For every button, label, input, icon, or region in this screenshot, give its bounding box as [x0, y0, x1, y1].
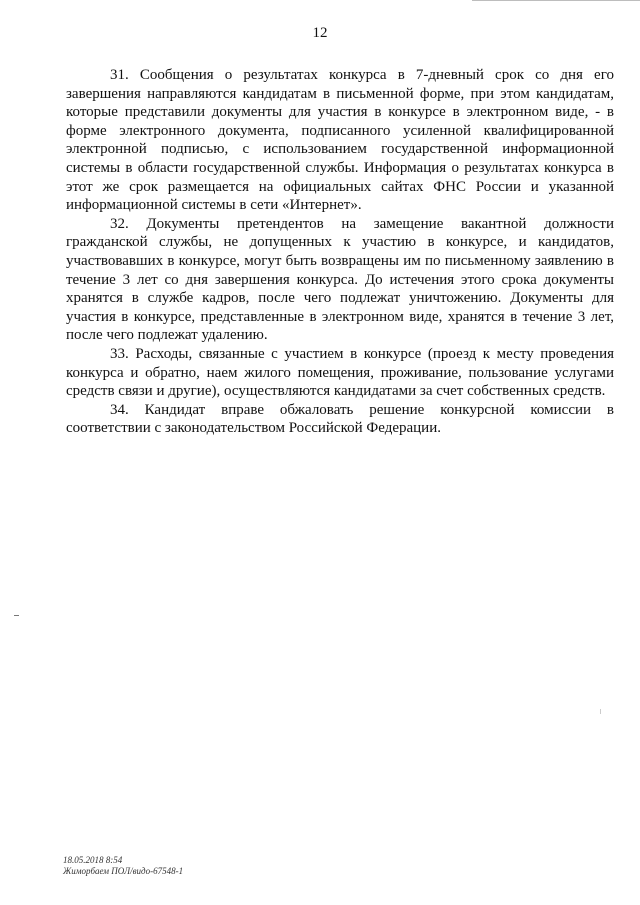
paragraph-34: 34. Кандидат вправе обжаловать решение конкурсной комиссии в соответствии с законодательством Российской Федерации. [66, 401, 614, 437]
scan-artifact [14, 615, 19, 616]
scan-artifact [600, 709, 601, 714]
footer-timestamp: 18.05.2018 8:54 [63, 855, 123, 865]
paragraph-32: 32. Документы претендентов на замещение вакантной должности гражданской службы, не допущенных к участию в конкурсе, и кандидатов, участвовавших в конкурсе, могут быть возвращены им по письменному заявлению в течение 3 лет со дня завершения конкурса. До истечения этого срока документы хранятся в службе кадров, после чего подлежат уничтожению. Документы для участия в конкурсе, представленные в электронном виде, хранятся в течение 3 лет, после чего подлежат удалению. [66, 215, 614, 344]
paragraph-31: 31. Сообщения о результатах конкурса в 7-дневный срок со дня его завершения направляются кандидатам в письменной форме, при этом кандидатам, которые представили документы для участия в конкурсе в электронном виде, - в форме электронного документа, подписанного усиленной квалифицированной электронной подписью, с использованием государственной информационной системы в области государственной службы. Информация о результатах конкурса в этот же срок размещается на официальных сайтах ФНС России и указанной информационной системы в сети «Интернет». [66, 67, 614, 214]
paragraph-33: 33. Расходы, связанные с участием в конкурсе (проезд к месту проведения конкурса и обратно, наем жилого помещения, проживание, пользование услугами средств связи и другие), осуществляются кандидатами за счет собственных средств. [66, 345, 614, 400]
page-number: 12 [312, 25, 328, 41]
footer-document-id: Жиморбаем ПОЛ/видо-67548-1 [63, 866, 184, 876]
footer-stamp [63, 855, 183, 877]
scan-edge-line [472, 0, 640, 1]
document-body [66, 66, 614, 438]
